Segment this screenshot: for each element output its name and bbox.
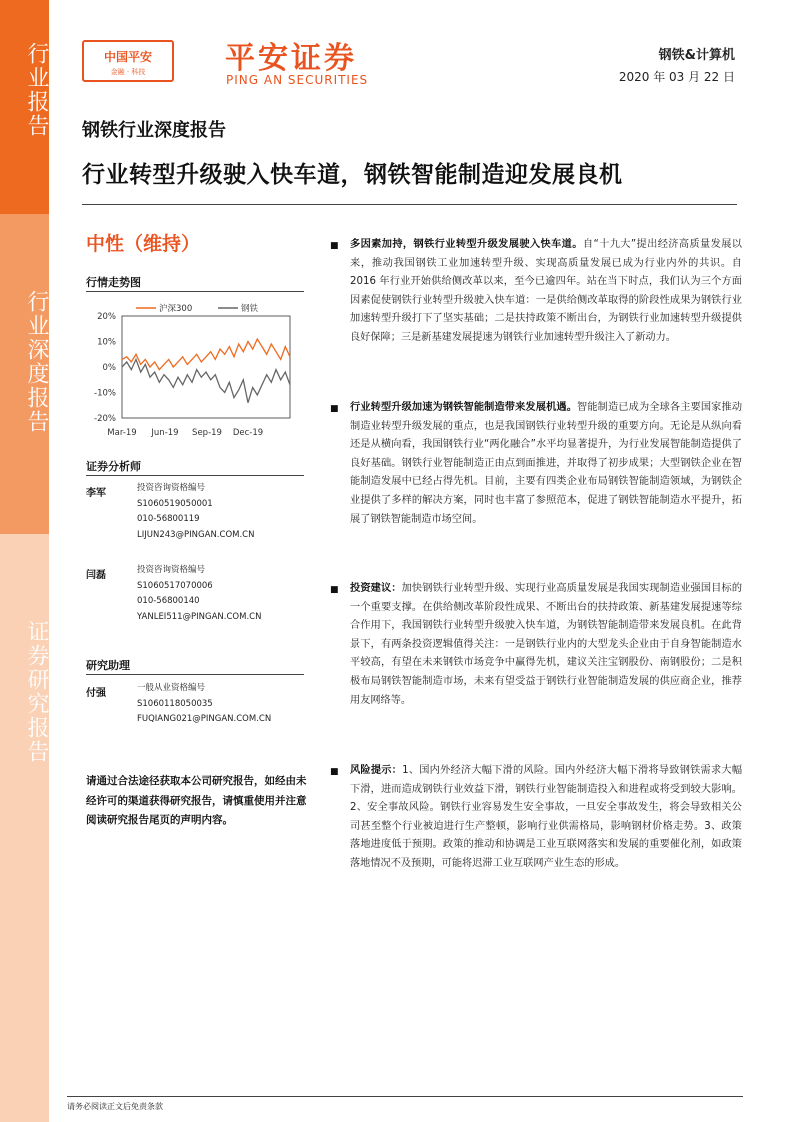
paragraph-body: 1、国内外经济大幅下滑的风险。国内外经济大幅下滑将导致钢铁需求大幅下滑，进而造成钢铁行业效益下滑，钢铁行业智能制造投入和进程或将受到较大影响。2、安全事故风险。钢铁行业容易发生安全事故，一旦安全事故发生，将会导致相关公司甚至整个行业被迫进行生产整顿，影响行业供需格局，影响钢材价格走势。3、政策落地进度低于预期。政策的推动和协调是工业互联网落实和发展的重要催化剂，如政策落地情况不及预期，可能将迟滞工业互联网产业生态的形成。 [350,765,743,869]
sidebar-label-deep-report: 行业深度报告 [24,290,49,434]
summary-paragraph [350,399,742,529]
chart-x-axis [107,428,263,438]
analyst-cert-number: S1060519050001 [137,498,213,509]
analyst-details [137,563,261,625]
analyst-email: YANLEI511@PINGAN.COM.CN [137,611,262,622]
bullet-icon: ■ [330,241,339,251]
paragraph-body: 智能制造已成为全球各主要国家推动制造业转型升级发展的重点，也是我国钢铁行业转型升级的重要方向。无论是从纵向看还是从横向看，我国钢铁行业“两化融合”水平均显著提升，为行业发展智能制造提供了良好基础。钢铁行业智能制造正由点到面推进，并取得了初步成果；大型钢铁企业在智能制造发展中已经占得先机。目前，主要有四类企业布局钢铁智能制造领域，为钢铁企业提供了多样的解决方案，同时也丰富了参照范本，促进了钢铁智能制造水平提升，拓展了钢铁智能制造市场空间。 [350,402,743,525]
disclaimer-note: 请通过合法途径获取本公司研究报告，如经由未经许可的渠道获得研究报告，请慎重使用并注意阅读研究报告尾页的声明内容。 [86,775,307,826]
y-tick-label: 10% [97,337,116,348]
paragraph-lead: 投资建议： [350,583,402,594]
analyst-cert-number: S1060517070006 [137,580,213,591]
assistant-cert-number: S1060118050035 [137,698,213,709]
chart-section-divider [86,291,304,292]
investment-advice-paragraph [350,580,742,710]
assistant-details [137,681,271,728]
bullet-icon: ■ [330,585,339,595]
paragraph-lead: 多因素加持，钢铁行业转型升级发展驶入快车道。 [350,239,583,250]
risk-warning-paragraph [350,762,742,874]
sidebar-label-research-report: 证券研究报告 [24,620,49,764]
report-date: 2020 年 03 月 22 日 [618,70,735,84]
assistant-section-divider [86,674,304,675]
paragraph-lead: 风险提示： [350,765,403,776]
paragraph-body: 自“十九大”提出经济高质量发展以来，推动我国钢铁工业加速转型升级、实现高质量发展已成为行业内外的共识。自 2016 年行业开始供给侧改革以来，至今已逾四年。站在当下时点，我们认为三个方面因素促使钢铁行业转型升级驶入快车道：一是供给侧改革取得的阶段性成果为钢铁行业加速转型升级打下了坚实基础；二是扶持政策不断出台，为钢铁行业加速转型升级提供良好保障；三是新基建发展提速为钢铁行业加速转型升级注入了新动力。 [350,239,742,343]
analyst-section-title: 证券分析师 [86,460,141,473]
analyst-name: 闫磊 [86,570,106,581]
brand-name-cn: 平安证券 [225,41,357,76]
legend-label-steel: 钢铁 [241,304,259,314]
logo-sub-text: 金融 · 科技 [110,68,146,76]
bullet-icon: ■ [330,404,339,414]
analyst-phone: 010-56800140 [137,596,200,606]
analyst-section-divider [86,475,304,476]
report-type: 钢铁行业深度报告 [82,120,226,141]
logo-main-text: 中国平安 [103,50,152,64]
chart-y-axis [94,312,116,424]
summary-paragraph [350,236,742,348]
analyst-email: LIJUN243@PINGAN.COM.CN [137,529,255,540]
assistant-email: FUQIANG021@PINGAN.COM.CN [137,714,272,724]
brand-name-en: PING AN SECURITIES [226,73,369,87]
footer-disclaimer-link: 请务必阅读正文后免责条款 [67,1102,163,1111]
analyst-phone: 010-56800119 [137,514,200,524]
pingan-group-logo [82,40,174,82]
assistant-cert-label: 一般从业资格编号 [137,683,206,693]
y-tick-label: 20% [97,312,116,322]
price-trend-chart [86,296,306,442]
chart-section-title: 行情走势图 [86,276,141,289]
y-tick-label: -20% [94,414,116,424]
chart-legend [136,303,259,314]
rating-badge: 中性（维持） [86,233,201,255]
x-tick-label: Mar-19 [107,428,137,438]
x-tick-label: Jun-19 [151,428,179,438]
y-tick-label: 0% [102,363,116,373]
analyst-cert-label: 投资咨询资格编号 [137,565,206,575]
x-tick-label: Sep-19 [192,428,222,438]
sector-label: 钢铁&计算机 [658,48,735,63]
x-tick-label: Dec-19 [232,428,264,438]
series-line-hs300 [122,339,290,370]
title-divider [82,204,737,205]
sidebar-label-industry-report: 行业报告 [24,42,49,138]
paragraph-lead: 行业转型升级加速为钢铁智能制造带来发展机遇。 [350,402,578,413]
analyst-name: 李军 [86,488,106,499]
analyst-details [137,481,254,543]
footer-divider [67,1096,743,1097]
page-title: 行业转型升级驶入快车道，钢铁智能制造迎发展良机 [82,162,623,188]
y-tick-label: -10% [94,388,116,399]
assistant-section-title: 研究助理 [86,659,130,672]
paragraph-body: 加快钢铁行业转型升级、实现行业高质量发展是我国实现制造业强国目标的一个重要支撑。在供给侧改革阶段性成果、不断出台的扶持政策、新基建发展提速等综合作用下，我国钢铁行业转型升级驶入快车道，为钢铁智能制造带来发展良机。在此背景下，有两条投资逻辑值得关注：一是钢铁行业内的大型龙头企业由于自身智能制造水平较高，有望在未来钢铁市场竞争中赢得先机，建议关注宝钢股份、南钢股份；二是积极布局钢铁智能制造市场，未来有望受益于钢铁行业智能制造发展的供应商企业，推荐用友网络等。 [350,583,743,706]
bullet-icon: ■ [330,767,339,777]
series-line-steel [122,359,290,402]
assistant-name: 付强 [86,688,106,699]
chart-plot-frame [122,316,290,418]
legend-label-hs300: 沪深300 [159,304,193,314]
analyst-cert-label: 投资咨询资格编号 [137,483,206,493]
